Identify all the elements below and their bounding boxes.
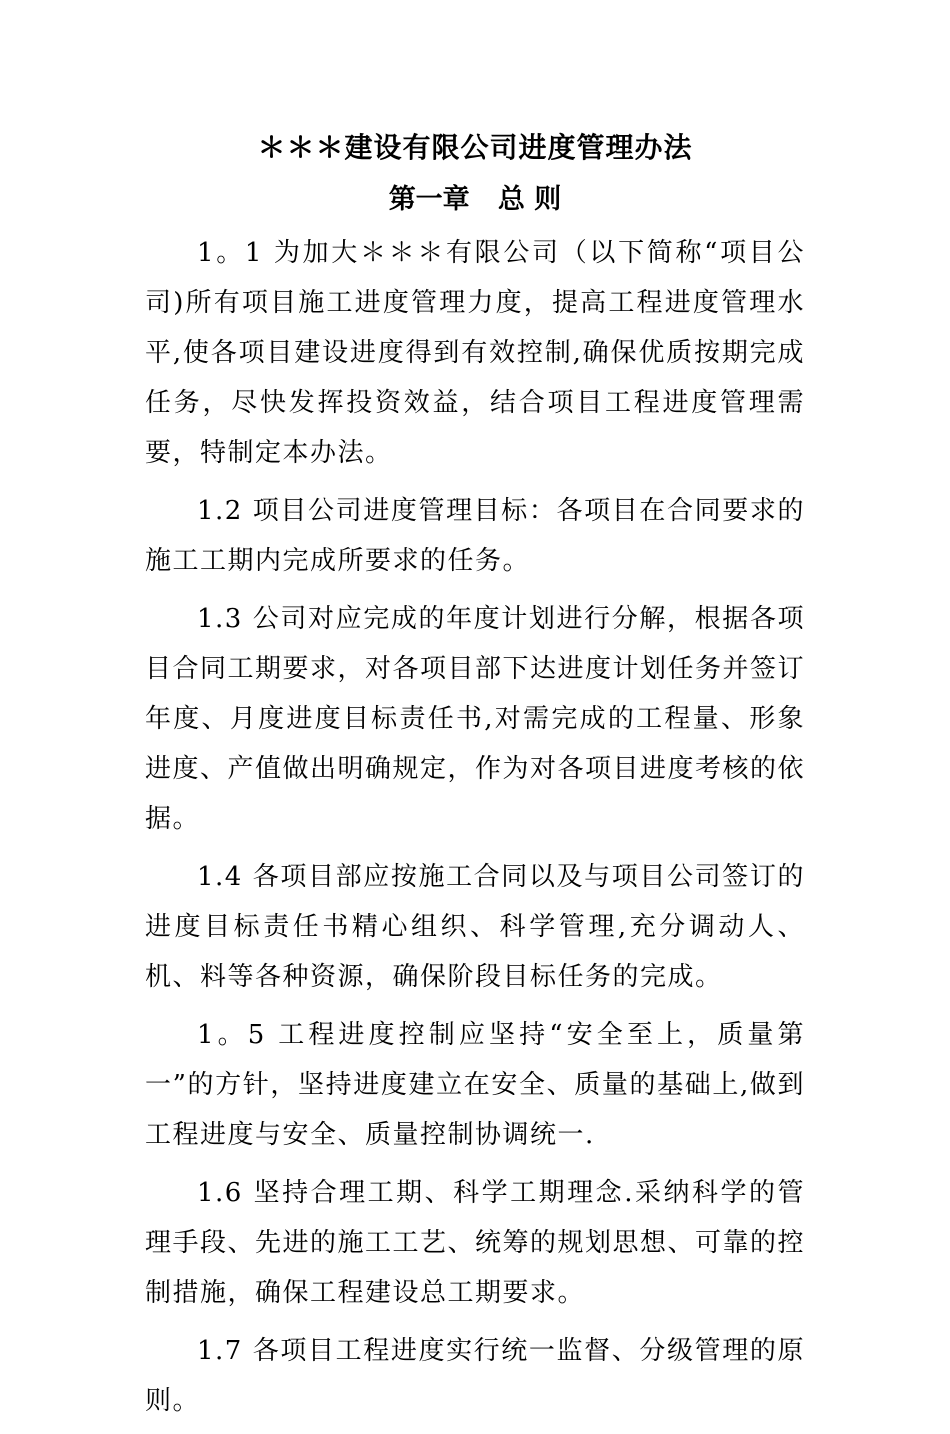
paragraph-1-4: 1.4 各项目部应按施工合同以及与项目公司签订的进度目标责任书精心组织、科学管理,充分调动人、机、料等各种资源，确保阶段目标任务的完成。 — [145, 862, 805, 992]
paragraph-1-7: 1.7 各项目工程进度实行统一监督、分级管理的原则。 — [145, 1336, 805, 1416]
paragraph-1-3: 1.3 公司对应完成的年度计划进行分解，根据各项目合同工期要求，对各项目部下达进度计划任务并签订年度、月度进度目标责任书,对需完成的工程量、形象进度、产值做出明确规定，作为对各项目进度考核的依据。 — [145, 604, 806, 834]
paragraph-1-5: 1。5 工程进度控制应坚持“安全至上，质量第一”的方针，坚持进度建立在安全、质量的基础上,做到工程进度与安全、质量控制协调统一. — [145, 1020, 805, 1150]
document-body — [145, 228, 805, 1434]
paragraph-1-6: 1.6 坚持合理工期、科学工期理念.采纳科学的管理手段、先进的施工工艺、统筹的规划思想、可靠的控制措施，确保工程建设总工期要求。 — [145, 1178, 806, 1308]
document-title: ＊＊＊建设有限公司进度管理办法 — [257, 131, 693, 164]
paragraph-1-1: 1。1 为加大＊＊＊有限公司（以下简称“项目公司)所有项目施工进度管理力度，提高工程进度管理水平,使各项目建设进度得到有效控制,确保优质按期完成任务，尽快发挥投资效益，结合项目工程进度管理需要，特制定本办法。 — [145, 238, 805, 468]
chapter-heading: 第一章 总 则 — [388, 184, 562, 215]
paragraph-1-2: 1.2 项目公司进度管理目标：各项目在合同要求的施工工期内完成所要求的任务。 — [145, 496, 805, 576]
